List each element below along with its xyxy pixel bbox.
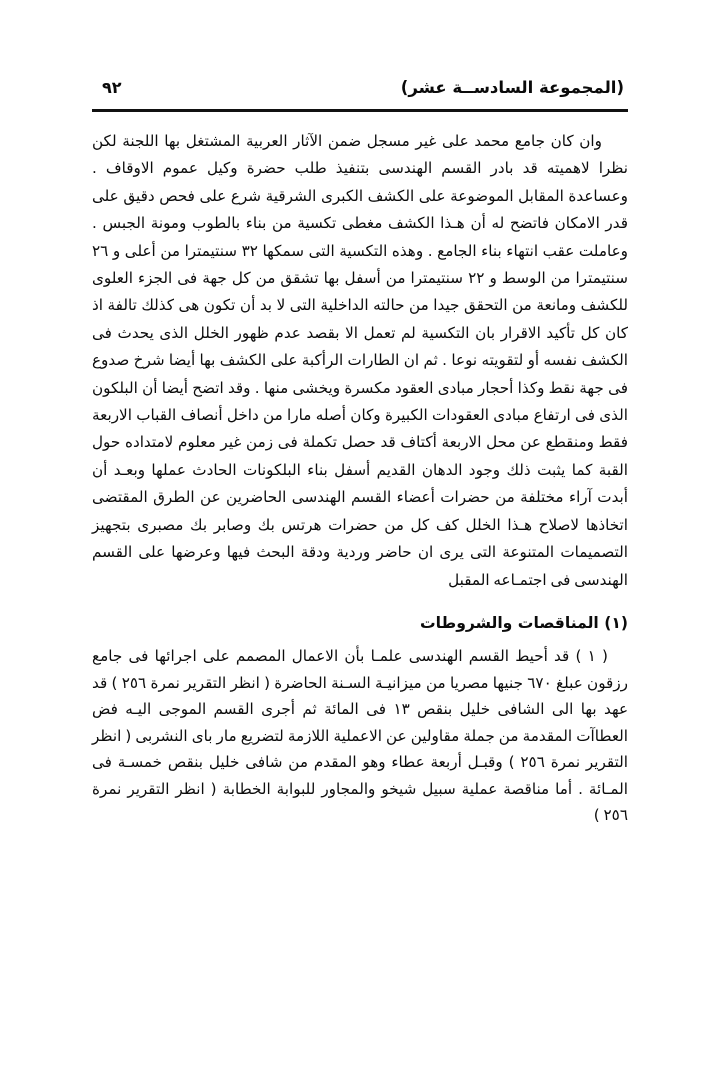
page-header (92, 78, 628, 97)
section-heading: (١) المناقصات والشروطات (420, 613, 628, 632)
document-body (92, 128, 628, 829)
header-title: (المجموعة السادســة عشر) (400, 78, 624, 97)
page-number: ٩٢ (102, 78, 122, 97)
paragraph: وان كان جامع محمد على غير مسجل ضمن الآثار العربية المشتغل بها اللجنة لكن نظرا لاهميته قد بادر القسم الهندسى بتنفيذ طلب حضرة وكيل عموم الاوقاف . وعساعدة المقابل الموضوعة على الكشف الكبرى الشرقية شرع على فحص دقيق على قدر الامكان فاتضح له أن هـذا الكشف مغطى تكسية من بناء بالطوب ومونة الجبس . وعاملت عقب انتهاء بناء الجامع . وهذه التكسية التى سمكها ٣٢ سنتيمترا من أعلى و ٢٦ سنتيمترا من الوسط و ٢٢ سنتيمترا من أسفل بها تشقق من كل جهة فى الجزء العلوى للكشف ومانعة من التحقق جيدا من حالته الداخلية التى لا بد أن تكون هى كذلك تالفة اذ كان كل تأكيد الاقرار بان التكسية لم تعمل الا بقصد عدم ظهور الخلل الذى يحدث فى الكشف نفسه أو لتقويته نوعا . ثم ان الطارات الرأكبة على الكشف بها أيضا شرخ صدوع فى جهة نقط وكذا أحجار مبادى العقود مكسرة ويخشى منها . وقد اتضح أيضا أن البلكون الذى فى ارتفاع مبادى العقودات الكبيرة وكان أصله مارا من داخل أنصاف القباب الاربعة فقط ومنقطع عن محل الاربعة أكتاف قد حصل تكملة فى زمن غير معلوم لامتداده حول القبة كما يثبت ذلك وجود الدهان القديم أسفل بناء البلكونات الحادث عملها وبعـد أن أبدت آراء مختلفة من حضرات أعضاء القسم الهندسى الحاضرين عن الطرق المقتضى اتخاذها لاصلاح هـذا الخلل كف كل من حضرات هرتس بك وصابر بك مصبرى بتجهيز التصميمات المتنوعة التى يرى ان حاضر وردية ودقة البحث فيها وعرضها على القسم الهندسى فى اجتمـاعه المقبل (92, 132, 628, 589)
header-divider (92, 109, 628, 112)
numbered-item: ( ١ ) قد أحيط القسم الهندسى علمـا بأن الاعمال المصمم على اجرائها فى جامع رزقون عبلغ ٦٧٠ جنيها مصريا من ميزانيـة السـنة الحاضرة ( انظر التقرير نمرة ٢٥٦ ) قد عهد بها الى الشافى خليل بنقص ١٣ فى المائة ثم أجرى القسم الموجى اليـه فض العطاآت المقدمة من جملة مقاولين عن الاعملية اللازمة لتضريع مار باى النشربى ( انظر التقرير نمرة ٢٥٦ ) وقبـل أربعة عطاء وهو المقدم من شافى خليل بنقص خمسـة فى المـائة . أما مناقصة عملية سبيل شيخو والمجاور للبوابة الخطابة ( انظر التقرير نمرة ٢٥٦ ) (92, 646, 629, 825)
